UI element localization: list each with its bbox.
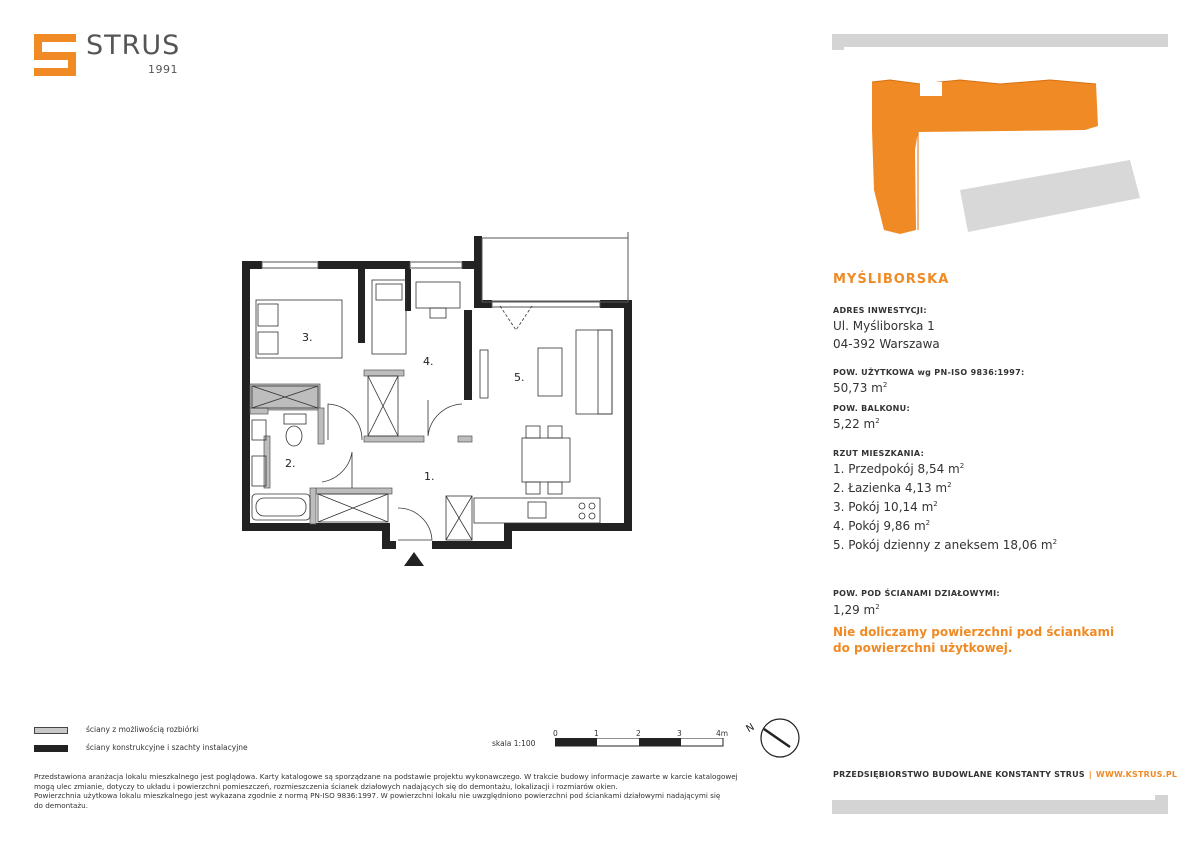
address-line1: Ul. Myśliborska 1 bbox=[833, 319, 935, 333]
area-note-line: do powierzchni użytkowej. bbox=[833, 641, 1013, 655]
disclaimer-line: mogą ulec zmianie, dotyczy to układu i powierzchni pomieszczeń, rozmieszczenia ścianek działowych nadających się do demontażu, lokalizacji i rozmiarów okien. bbox=[34, 781, 618, 791]
room-list-item: 2. Łazienka 4,13 $m^2$ bbox=[833, 481, 952, 495]
room-number-3: 3. bbox=[302, 331, 313, 344]
room-list-item: 3. Pokój 10,14 $m^2$ bbox=[833, 500, 938, 514]
scale-tick-label: 1 bbox=[594, 729, 599, 738]
scale-label: skala 1:100 bbox=[492, 739, 536, 748]
scale-bar bbox=[555, 738, 727, 748]
balcony-label: POW. BALKONU: bbox=[833, 404, 910, 413]
project-name: MYŚLIBORSKA bbox=[833, 272, 950, 287]
svg-text:N: N bbox=[744, 721, 757, 736]
address-line2: 04-392 Warszawa bbox=[833, 337, 940, 351]
footer-separator: | bbox=[1088, 770, 1092, 779]
scale-tick-label: 4m bbox=[716, 729, 729, 738]
strus-logo-mark bbox=[34, 34, 84, 82]
balcony-value: 5,22 $m^2$ bbox=[833, 417, 880, 431]
partition-value: 1,29 $m^2$ bbox=[833, 603, 880, 617]
room-number-4: 4. bbox=[423, 355, 434, 368]
legend-removable-walls: ściany z możliwością rozbiórki bbox=[86, 725, 199, 734]
company-url-link[interactable]: WWW.KSTRUS.PL bbox=[1095, 770, 1178, 779]
room-number-5: 5. bbox=[514, 371, 525, 384]
logo-year: 1991 bbox=[148, 63, 178, 76]
legend-swatch-removable bbox=[34, 727, 68, 734]
disclaimer-line: Powierzchnia użytkowa lokalu mieszkalnego jest wykazana zgodnie z normą PN-ISO 9836:1997. W powierzchni lokalu nie uwzględniono powierzchni pod ściankami działowymi nadającymi się bbox=[34, 791, 721, 801]
disclaimer-line: Przedstawiona aranżacja lokalu mieszkalnego jest poglądowa. Karty katalogowe są sporządzane na podstawie projektu wykonawczego. W trakcie budowy informacje zawarte w karcie katalogowej bbox=[34, 772, 738, 781]
usable-area-label: POW. UŻYTKOWA wg PN-ISO 9836:1997: bbox=[833, 368, 1025, 377]
site-plan bbox=[860, 70, 1150, 245]
north-arrow-icon bbox=[742, 717, 802, 759]
company-footer bbox=[833, 770, 1177, 779]
address-label: ADRES INWESTYCJI: bbox=[833, 306, 927, 315]
rooms-label: RZUT MIESZKANIA: bbox=[833, 449, 925, 458]
company-name: PRZEDSIĘBIORSTWO BUDOWLANE KONSTANTY STRUS bbox=[833, 770, 1085, 779]
disclaimer-line: do demontażu. bbox=[34, 800, 89, 810]
room-list-item: 1. Przedpokój 8,54 $m^2$ bbox=[833, 462, 965, 476]
room-list-item: 4. Pokój 9,86 $m^2$ bbox=[833, 519, 931, 533]
area-note bbox=[833, 624, 1114, 656]
scale-tick-label: 3 bbox=[677, 729, 682, 738]
legend-structural-walls: ściany konstrukcyjne i szachty instalacyjne bbox=[86, 743, 248, 752]
floor-plan bbox=[230, 225, 650, 575]
room-list-item: 5. Pokój dzienny z aneksem 18,06 $m^2$ bbox=[833, 538, 1058, 552]
area-note-line: Nie doliczamy powierzchni pod ściankami bbox=[833, 625, 1115, 639]
scale-tick-label: 2 bbox=[636, 729, 641, 738]
logo-brand-name: STRUS bbox=[86, 30, 181, 61]
legend-swatch-structural bbox=[34, 745, 68, 752]
partition-label: POW. POD ŚCIANAMI DZIAŁOWYMI: bbox=[833, 589, 1000, 598]
scale-tick-label: 0 bbox=[553, 729, 558, 738]
room-number-2: 2. bbox=[285, 457, 296, 470]
room-number-1: 1. bbox=[424, 470, 435, 483]
usable-area-value: 50,73 $m^2$ bbox=[833, 381, 888, 395]
disclaimer bbox=[34, 772, 804, 810]
